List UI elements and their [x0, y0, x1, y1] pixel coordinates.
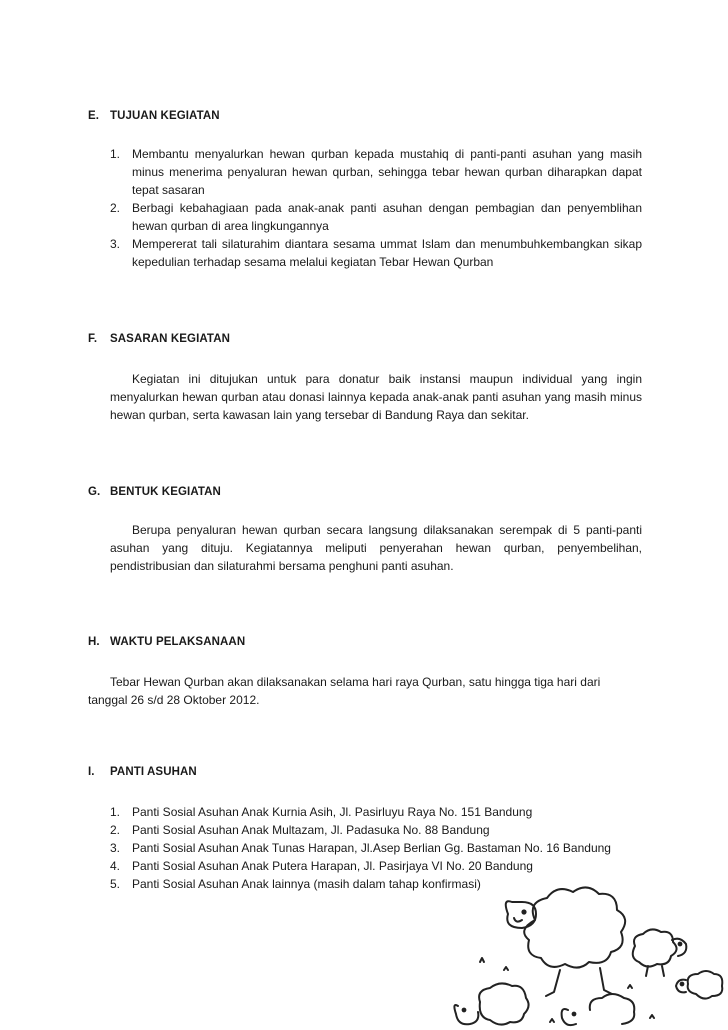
- section-letter: E.: [88, 110, 100, 122]
- section-i-heading: [88, 766, 197, 778]
- bentuk-paragraph: Berupa penyaluran hewan qurban secara langsung dilaksanakan serempak di 5 panti-panti asuhan yang dituju. Kegiatannya meliputi penyerahan hewan qurban, penyembelihan, pendistribusian dan silaturahmi bersama penghuni panti asuhan.: [110, 523, 642, 573]
- list-item: [110, 839, 650, 857]
- section-g-heading: [88, 486, 221, 498]
- list-number: 5.: [110, 877, 121, 891]
- section-f-heading: [88, 333, 230, 345]
- list-text: Panti Sosial Asuhan Anak lainnya (masih dalam tahap konfirmasi): [132, 877, 481, 891]
- list-item: [110, 821, 650, 839]
- section-title: WAKTU PELAKSANAAN: [110, 636, 246, 648]
- list-item: [110, 803, 650, 821]
- list-text: Membantu menyalurkan hewan qurban kepada mustahiq di panti-panti asuhan yang masih minus menerima penyaluran hewan qurban, sehingga tebar hewan qurban diharapkan dapat tepat sasaran: [132, 147, 642, 197]
- sheep-doodle-icon: [450, 880, 728, 1030]
- list-item: [110, 857, 650, 875]
- section-title: PANTI ASUHAN: [110, 766, 197, 778]
- list-text: Panti Sosial Asuhan Anak Multazam, Jl. Padasuka No. 88 Bandung: [132, 823, 490, 837]
- section-h-heading: [88, 636, 245, 648]
- list-item: [110, 199, 642, 235]
- list-text: Panti Sosial Asuhan Anak Kurnia Asih, Jl. Pasirluyu Raya No. 151 Bandung: [132, 805, 533, 819]
- list-number: 4.: [110, 859, 121, 873]
- section-title: BENTUK KEGIATAN: [110, 486, 221, 498]
- section-letter: G.: [88, 486, 101, 498]
- list-number: 3.: [110, 237, 121, 251]
- list-text: Panti Sosial Asuhan Anak Tunas Harapan, Jl.Asep Berlian Gg. Bastaman No. 16 Bandung: [132, 841, 611, 855]
- section-letter: I.: [88, 766, 95, 778]
- section-letter: H.: [88, 636, 100, 648]
- tujuan-list: [110, 145, 642, 271]
- list-number: 2.: [110, 823, 121, 837]
- section-title: TUJUAN KEGIATAN: [110, 110, 220, 122]
- list-number: 2.: [110, 201, 121, 215]
- list-text: Panti Sosial Asuhan Anak Putera Harapan, Jl. Pasirjaya VI No. 20 Bandung: [132, 859, 533, 873]
- list-text: Mempererat tali silaturahim diantara sesama ummat Islam dan menumbuhkembangkan sikap kepedulian terhadap sesama melalui kegiatan Tebar Hewan Qurban: [132, 237, 642, 269]
- list-text: Berbagi kebahagiaan pada anak-anak panti asuhan dengan pembagian dan penyemblihan hewan qurban di area lingkungannya: [132, 201, 642, 233]
- section-letter: F.: [88, 333, 98, 345]
- list-number: 3.: [110, 841, 121, 855]
- list-item: [110, 235, 642, 271]
- list-number: 1.: [110, 147, 121, 161]
- section-e-heading: [88, 110, 220, 122]
- section-title: SASARAN KEGIATAN: [110, 333, 231, 345]
- waktu-paragraph: Tebar Hewan Qurban akan dilaksanakan selama hari raya Qurban, satu hingga tiga hari dari tanggal 26 s/d 28 Oktober 2012.: [88, 675, 601, 707]
- list-number: 1.: [110, 805, 121, 819]
- list-item: [110, 145, 642, 199]
- sasaran-paragraph: Kegiatan ini ditujukan untuk para donatur baik instansi maupun individual yang ingin menyalurkan hewan qurban atau donasi lainnya kepada anak-anak panti asuhan yang masih minus hewan qurban, serta kawasan lain yang tersebar di Bandung Raya dan sekitar.: [110, 372, 642, 422]
